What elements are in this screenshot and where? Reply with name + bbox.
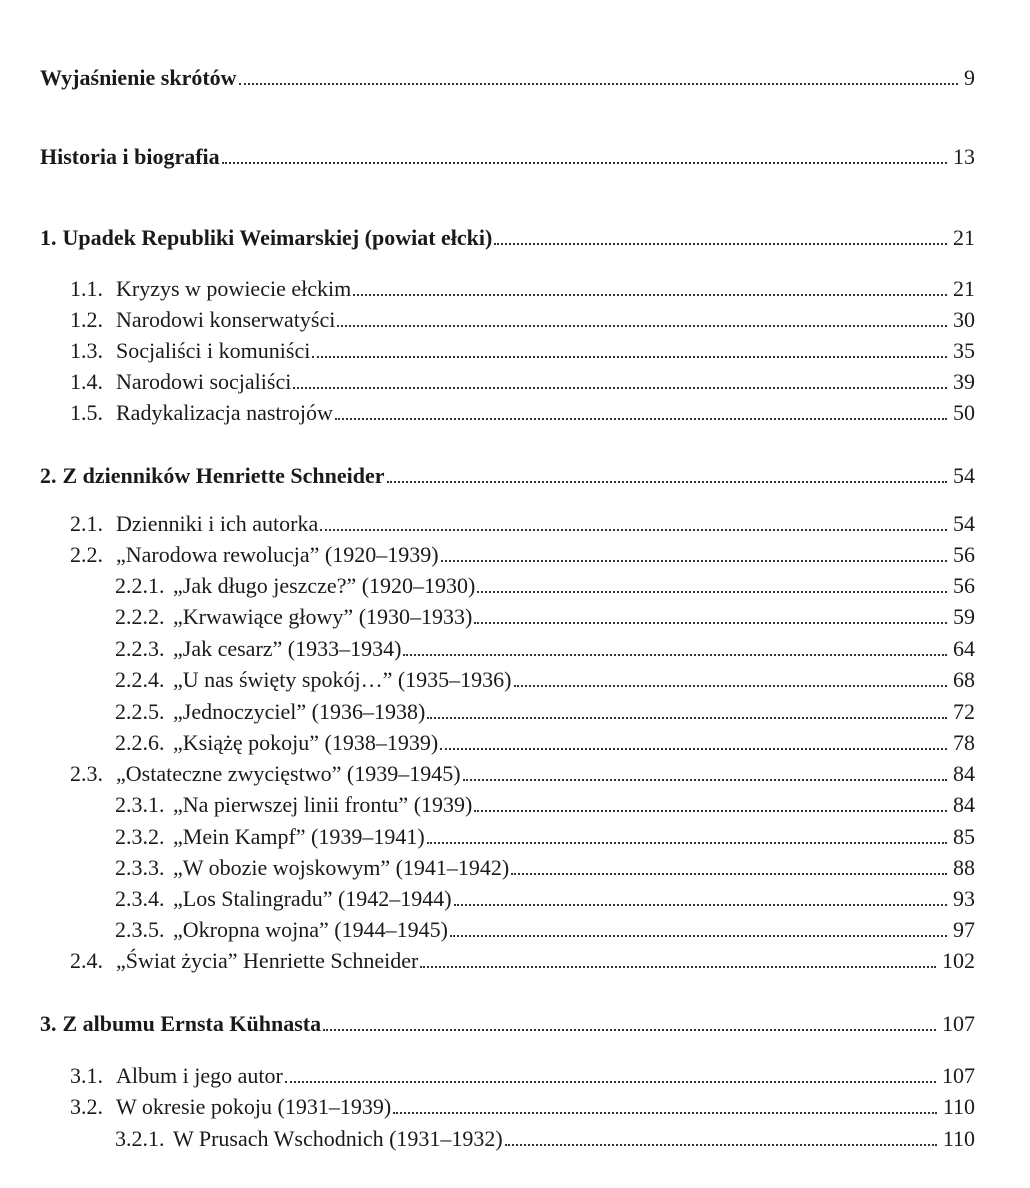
toc-dot-leader — [463, 779, 947, 781]
toc-entry-title: Dzienniki i ich autorka — [116, 511, 319, 536]
toc-chapter-entry — [40, 1009, 975, 1039]
toc-chapter-entry — [40, 461, 975, 491]
toc-entry-title: „Jak cesarz” (1933–1934) — [173, 636, 402, 661]
toc-entry-number: 2.2.3. — [115, 636, 165, 661]
toc-entry-number: 2.4. — [70, 948, 103, 973]
toc-entry-title: Z dzienników Henriette Schneider — [62, 463, 385, 488]
toc-page-number: 54 — [953, 511, 975, 536]
toc-dot-leader — [420, 966, 936, 968]
toc-page-number: 39 — [953, 369, 975, 394]
toc-page-number: 84 — [953, 761, 975, 786]
toc-entry-number: 2.3.2. — [115, 824, 165, 849]
toc-entry-title: W Prusach Wschodnich (1931–1932) — [173, 1126, 503, 1151]
toc-subsection-entry — [115, 822, 975, 852]
toc-entry-title: „U nas święty spokój…” (1935–1936) — [173, 667, 512, 692]
toc-page-number: 110 — [942, 1094, 975, 1119]
toc-dot-leader — [474, 622, 947, 624]
toc-entry-number: 2.2.2. — [115, 604, 165, 629]
toc-page-number: 72 — [953, 699, 975, 724]
toc-page-number: 9 — [964, 65, 975, 90]
toc-entry-title: „Na pierwszej linii frontu” (1939) — [173, 792, 473, 817]
toc-page-number: 35 — [953, 338, 975, 363]
toc-entry-title: Upadek Republiki Weimarskiej (powiat ełcki) — [62, 225, 493, 250]
toc-entry-title: Z albumu Ernsta Kühnasta — [62, 1011, 322, 1036]
toc-entry-number: 1.2. — [70, 307, 103, 332]
toc-section-entry — [70, 946, 975, 976]
toc-entry-title: „Los Stalingradu” (1942–1944) — [173, 886, 452, 911]
toc-entry-title: „Ostateczne zwycięstwo” (1939–1945) — [116, 761, 461, 786]
toc-dot-leader — [285, 1081, 936, 1083]
toc-section-entry — [70, 509, 975, 539]
toc-dot-leader — [474, 810, 947, 812]
toc-dot-leader — [239, 83, 958, 85]
toc-page-number: 78 — [953, 730, 975, 755]
toc-section-entry — [70, 336, 975, 366]
toc-subsection-entry — [115, 915, 975, 945]
toc-section-entry — [70, 274, 975, 304]
toc-dot-leader — [337, 325, 947, 327]
toc-page-number: 93 — [953, 886, 975, 911]
toc-entry-number: 2.3.1. — [115, 792, 165, 817]
toc-page-number: 21 — [953, 276, 975, 301]
toc-subsection-entry — [115, 884, 975, 914]
toc-dot-leader — [393, 1112, 937, 1114]
toc-entry-title: W okresie pokoju (1931–1939) — [116, 1094, 392, 1119]
toc-entry-title: Wyjaśnienie skrótów — [40, 65, 237, 90]
toc-subsection-entry — [115, 697, 975, 727]
toc-page-number: 59 — [953, 604, 975, 629]
toc-entry-number: 2.1. — [70, 511, 103, 536]
toc-entry-title: „Narodowa rewolucja” (1920–1939) — [116, 542, 439, 567]
toc-page-number: 50 — [953, 400, 975, 425]
toc-entry-title: „Okropna wojna” (1944–1945) — [173, 917, 448, 942]
toc-entry-title: Radykalizacja nastrojów — [116, 400, 333, 425]
toc-page-number: 84 — [953, 792, 975, 817]
toc-page-number: 64 — [953, 636, 975, 661]
toc-entry-title: „Jak długo jeszcze?” (1920–1930) — [173, 573, 476, 598]
toc-entry-number: 1.4. — [70, 369, 103, 394]
toc-entry-number: 2.2.4. — [115, 667, 165, 692]
toc-entry-title: „Świat życia” Henriette Schneider — [116, 948, 419, 973]
toc-entry-title: Socjaliści i komuniści — [116, 338, 311, 363]
toc-section-entry — [70, 759, 975, 789]
toc-chapter-entry — [40, 63, 975, 93]
toc-entry-number: 2.2.1. — [115, 573, 165, 598]
toc-page-number: 56 — [953, 573, 975, 598]
toc-page-number: 110 — [942, 1126, 975, 1151]
toc-entry-number: 1. — [40, 225, 57, 250]
toc-entry-number: 3.1. — [70, 1063, 103, 1088]
toc-entry-number: 2.3.4. — [115, 886, 165, 911]
toc-subsection-entry — [115, 665, 975, 695]
toc-entry-number: 1.5. — [70, 400, 103, 425]
toc-section-entry — [70, 540, 975, 570]
toc-subsection-entry — [115, 853, 975, 883]
toc-entry-number: 3.2.1. — [115, 1126, 165, 1151]
toc-dot-leader — [494, 243, 947, 245]
toc-page-number: 21 — [953, 225, 975, 250]
toc-dot-leader — [222, 162, 947, 164]
toc-dot-leader — [477, 591, 947, 593]
toc-page-number: 85 — [953, 824, 975, 849]
toc-entry-number: 2.2.6. — [115, 730, 165, 755]
toc-subsection-entry — [115, 790, 975, 820]
toc-dot-leader — [441, 560, 947, 562]
toc-entry-title: „Książę pokoju” (1938–1939) — [173, 730, 439, 755]
toc-entry-number: 2.2. — [70, 542, 103, 567]
toc-page-number: 88 — [953, 855, 975, 880]
toc-dot-leader — [450, 935, 947, 937]
toc-dot-leader — [427, 842, 947, 844]
toc-entry-title: „Mein Kampf” (1939–1941) — [173, 824, 425, 849]
toc-page-number: 13 — [953, 144, 975, 169]
toc-entry-number: 1.1. — [70, 276, 103, 301]
toc-page-number: 97 — [953, 917, 975, 942]
toc-section-entry — [70, 305, 975, 335]
toc-page-number: 102 — [942, 948, 975, 973]
toc-dot-leader — [323, 1029, 936, 1031]
toc-page-number: 107 — [942, 1011, 975, 1036]
toc-dot-leader — [505, 1144, 937, 1146]
toc-entry-number: 2.3.5. — [115, 917, 165, 942]
toc-dot-leader — [353, 294, 947, 296]
toc-dot-leader — [335, 418, 947, 420]
toc-page-number: 107 — [942, 1063, 975, 1088]
toc-dot-leader — [403, 654, 947, 656]
toc-entry-title: „Krwawiące głowy” (1930–1933) — [173, 604, 473, 629]
toc-entry-number: 3. — [40, 1011, 57, 1036]
toc-dot-leader — [514, 685, 947, 687]
toc-section-entry — [70, 1092, 975, 1122]
toc-entry-number: 2.2.5. — [115, 699, 165, 724]
toc-section-entry — [70, 1061, 975, 1091]
toc-entry-number: 2.3. — [70, 761, 103, 786]
toc-subsection-entry — [115, 728, 975, 758]
toc-entry-title: Album i jego autor — [116, 1063, 283, 1088]
toc-chapter-entry — [40, 223, 975, 253]
toc-dot-leader — [511, 873, 947, 875]
toc-entry-title: „Jednoczyciel” (1936–1938) — [173, 699, 426, 724]
toc-subsection-entry — [115, 634, 975, 664]
toc-entry-title: Narodowi socjaliści — [116, 369, 292, 394]
toc-page-number: 56 — [953, 542, 975, 567]
toc-page-number: 30 — [953, 307, 975, 332]
toc-subsection-entry — [115, 571, 975, 601]
toc-entry-title: „W obozie wojskowym” (1941–1942) — [173, 855, 510, 880]
toc-subsection-entry — [115, 602, 975, 632]
toc-dot-leader — [320, 529, 947, 531]
toc-entry-title: Kryzys w powiecie ełckim — [116, 276, 352, 301]
toc-dot-leader — [427, 717, 947, 719]
toc-entry-title: Narodowi konserwatyści — [116, 307, 336, 332]
toc-section-entry — [70, 398, 975, 428]
toc-chapter-entry — [40, 142, 975, 172]
toc-entry-title: Historia i biografia — [40, 144, 220, 169]
toc-page-number: 54 — [953, 463, 975, 488]
toc-entry-number: 3.2. — [70, 1094, 103, 1119]
toc-dot-leader — [440, 748, 947, 750]
toc-dot-leader — [387, 481, 947, 483]
toc-entry-number: 1.3. — [70, 338, 103, 363]
toc-entry-number: 2.3.3. — [115, 855, 165, 880]
toc-dot-leader — [454, 904, 947, 906]
toc-dot-leader — [312, 356, 947, 358]
toc-entry-number: 2. — [40, 463, 57, 488]
toc-dot-leader — [293, 387, 947, 389]
toc-page-number: 68 — [953, 667, 975, 692]
toc-subsection-entry — [115, 1124, 975, 1154]
toc-section-entry — [70, 367, 975, 397]
